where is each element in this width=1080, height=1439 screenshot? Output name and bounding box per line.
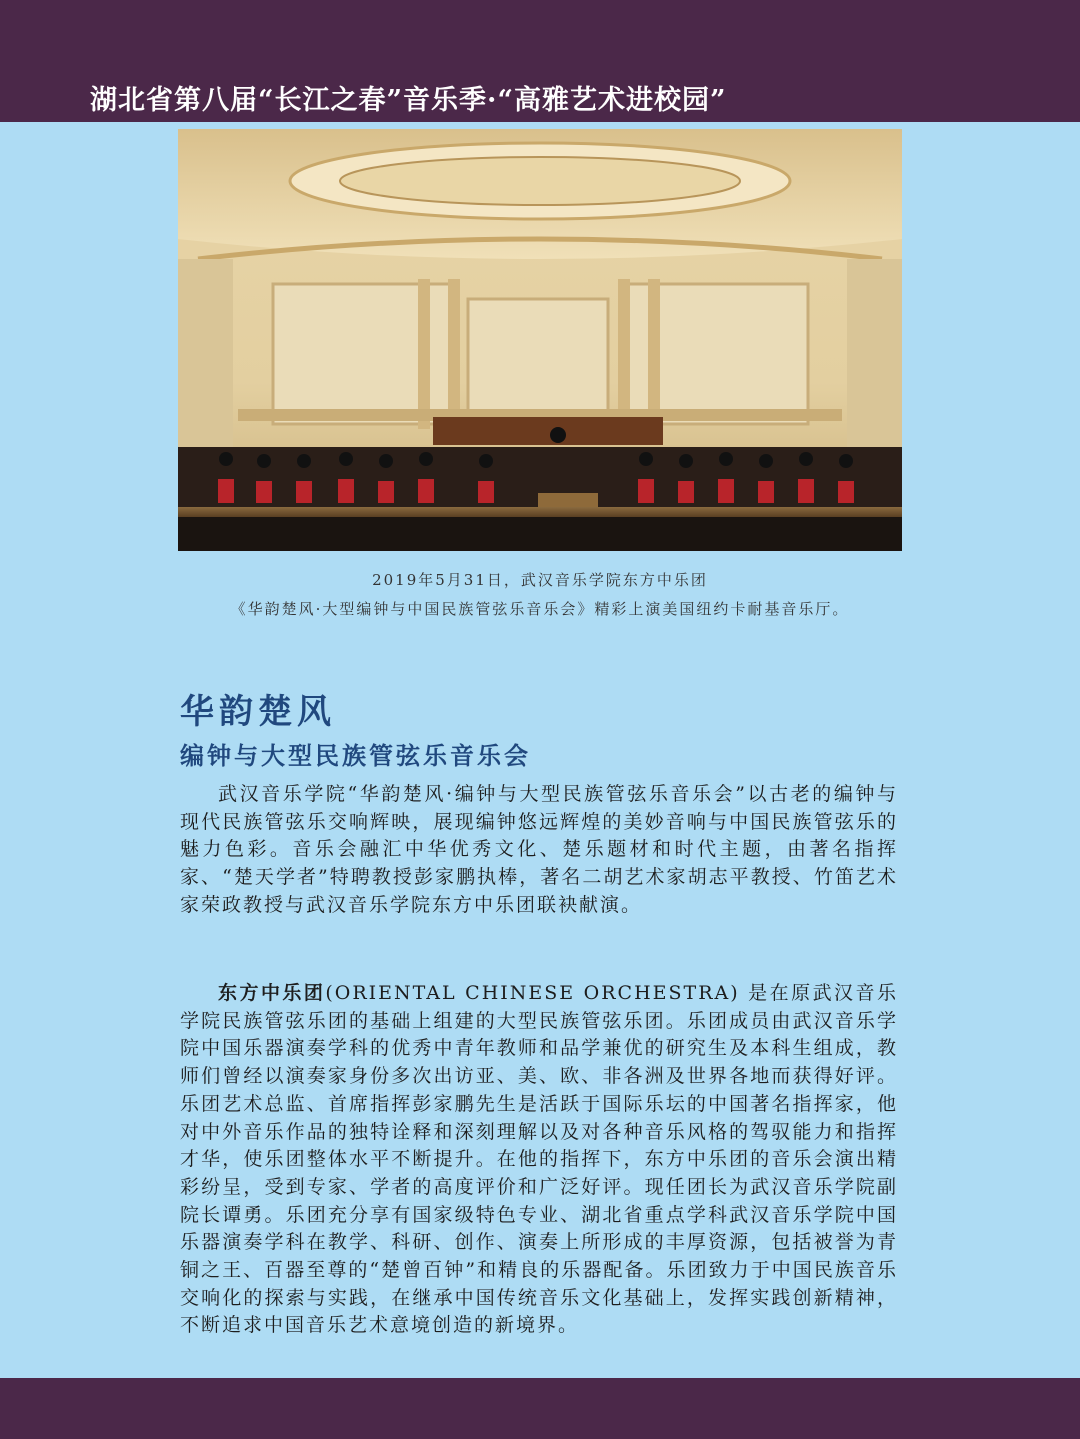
orchestra-description: (ORIENTAL CHINESE ORCHESTRA) 是在原武汉音乐学院民族管弦乐团的基础上组建的大型民族管弦乐团。乐团成员由武汉音乐学院中国乐器演奏学科的优秀中青年教师和品学兼优的研究生及本科生组成，教师们曾经以演奏家身份多次出访亚、美、欧、非各洲及世界各地而获得好评。乐团艺术总监、首席指挥彭家鹏先生是活跃于国际乐坛的中国著名指挥家，他对中外音乐作品的独特诠释和深刻理解以及对各种音乐风格的驾驭能力和指挥才华，使乐团整体水平不断提升。在他的指挥下，东方中乐团的音乐会演出精彩纷呈，受到专家、学者的高度评价和广泛好评。现任团长为武汉音乐学院副院长谭勇。乐团充分享有国家级特色专业、湖北省重点学科武汉音乐学院中国乐器演奏学科在教学、科研、创作、演奏上所形成的丰厚资源，包括被誉为青铜之王、百器至尊的“楚曾百钟”和精良的乐器配备。乐团致力于中国民族音乐交响化的探索与实践，在继承中国传统音乐文化基础上，发挥实践创新精神，不断追求中国音乐艺术意境创造的新境界。 <box>180 982 898 1337</box>
photo-caption-line1: 2019年5月31日，武汉音乐学院东方中乐团 <box>372 571 708 589</box>
article-title: 华韵楚风 <box>180 692 336 732</box>
concert-hall-photo <box>178 129 902 551</box>
paragraph-intro: 武汉音乐学院“华韵楚风·编钟与大型民族管弦乐音乐会”以古老的编钟与现代民族管弦乐交响辉映，展现编钟悠远辉煌的美妙音响与中国民族管弦乐的魅力色彩。音乐会融汇中华优秀文化、楚乐题材和时代主题，由著名指挥家、“楚天学者”特聘教授彭家鹏执棒，著名二胡艺术家胡志平教授、竹笛艺术家荣政教授与武汉音乐学院东方中乐团联袂献演。 <box>180 783 898 916</box>
footer-band <box>0 1378 1080 1439</box>
photo-caption-line2: 《华韵楚风·大型编钟与中国民族管弦乐音乐会》精彩上演美国纽约卡耐基音乐厅。 <box>230 600 850 618</box>
paragraph-orchestra <box>180 980 898 1340</box>
article-subtitle: 编钟与大型民族管弦乐音乐会 <box>180 741 531 770</box>
orchestra-name: 东方中乐团 <box>218 982 326 1004</box>
header-title: 湖北省第八届“长江之春”音乐季·“高雅艺术进校园” <box>90 85 727 116</box>
